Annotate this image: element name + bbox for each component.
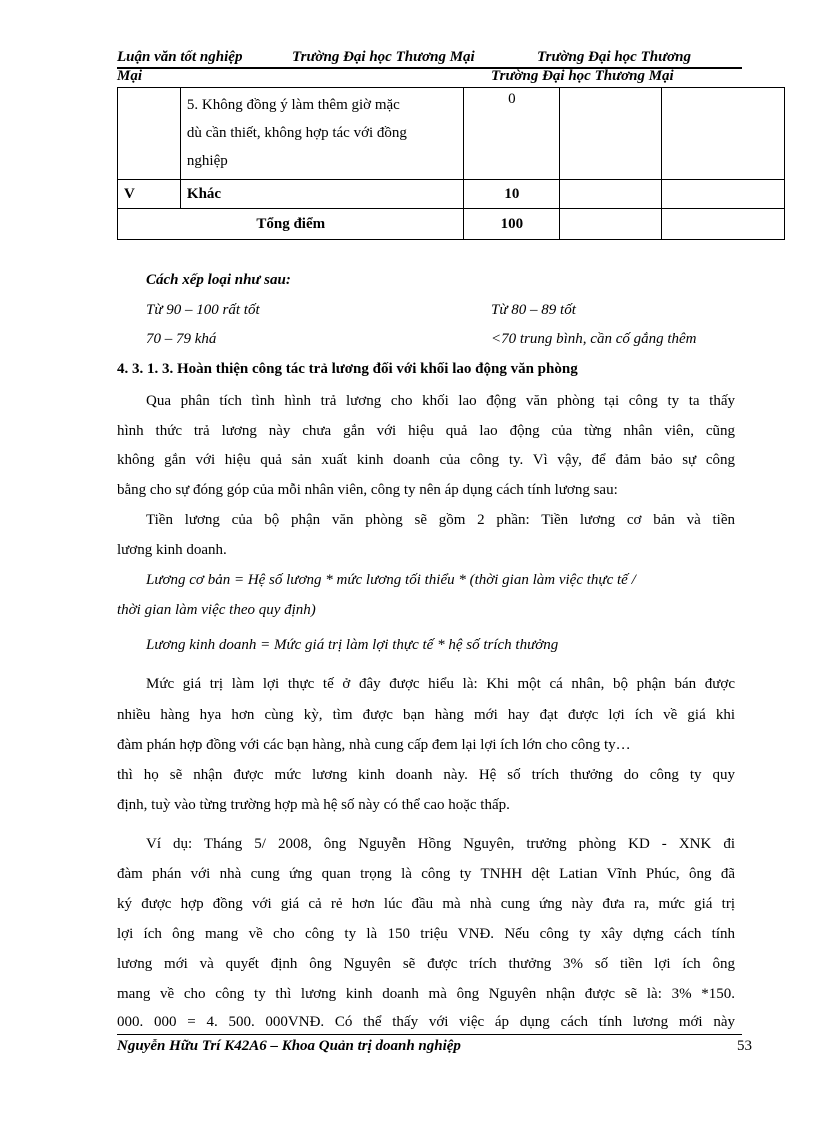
criterion-line: 5. Không đồng ý làm thêm giờ mặc <box>186 97 400 113</box>
table-cell-index: V <box>118 180 181 209</box>
section-heading: 4. 3. 1. 3. Hoàn thiện công tác trả lương đối với khối lao động văn phòng <box>117 361 578 377</box>
paragraph-line: Qua phân tích tình hình trả lương cho khối lao động văn phòng tại công ty ta thấy <box>146 393 735 409</box>
formula-base-salary-cont: thời gian làm việc theo quy định) <box>117 602 316 618</box>
rating-item: Từ 80 – 89 tốt <box>491 302 576 318</box>
paragraph-line: ký được hợp đồng với giá cả rẻ hơn lúc đầu mà nhà cung ứng này đưa ra, mức giá trị <box>117 896 735 912</box>
paragraph-line: đàm phán với nhà cung ứng quan trọng là công ty TNHH dệt Latian Vĩnh Phúc, ông đã <box>117 866 735 882</box>
table-cell-empty <box>560 180 662 209</box>
paragraph-line: lương kinh doanh. <box>117 542 227 558</box>
rating-item: Từ 90 – 100 rất tốt <box>146 302 260 318</box>
paragraph-line: không gắn với hiệu quả sản xuất kinh doanh của công ty. Vì vậy, để đảm bảo sự công <box>117 452 735 468</box>
table-cell-empty <box>662 88 785 180</box>
paragraph-line: 000. 000 = 4. 500. 000VNĐ. Có thể thấy với việc áp dụng cách tính lương mới này <box>117 1014 735 1030</box>
table-cell-empty <box>560 88 662 180</box>
paragraph-line: bằng cho sự đóng góp của mỗi nhân viên, công ty nên áp dụng cách tính lương sau: <box>117 482 618 498</box>
footer-rule <box>117 1034 742 1035</box>
header-school-label-2: Trường Đại học Thương <box>537 49 691 65</box>
table-row <box>118 88 785 180</box>
score-table <box>117 87 785 240</box>
paragraph-line: Tiền lương của bộ phận văn phòng sẽ gồm 2 phần: Tiền lương cơ bản và tiền <box>146 512 735 528</box>
header-line2 <box>117 68 742 85</box>
paragraph-line: lương mới và quyết định ông Nguyên sẽ được trích thưởng 3% số tiền lợi ích ông <box>117 956 735 972</box>
table-cell-score: 10 <box>464 180 560 209</box>
header-school-label: Trường Đại học Thương Mại <box>292 49 475 65</box>
table-row-total <box>118 209 785 240</box>
formula-business-salary: Lương kinh doanh = Mức giá trị làm lợi thực tế * hệ số trích thưởng <box>146 637 559 653</box>
header-thesis-label: Luận văn tốt nghiệp <box>117 49 243 65</box>
table-cell-empty <box>662 209 785 240</box>
criterion-line: nghiệp <box>186 153 228 169</box>
paragraph-line: Ví dụ: Tháng 5/ 2008, ông Nguyễn Hồng Nguyên, trưởng phòng KD - XNK đi <box>146 836 735 852</box>
paragraph-line: định, tuỳ vào từng trường hợp mà hệ số này có thể cao hoặc thấp. <box>117 797 510 813</box>
rating-title: Cách xếp loại như sau: <box>146 272 291 288</box>
paragraph-line: nhiều hàng hya hơn cùng kỳ, tìm được bạn hàng mới hay đạt được lợi ích về giá khi <box>117 707 735 723</box>
table-cell-criterion: Khác <box>180 180 464 209</box>
formula-base-salary: Lương cơ bản = Hệ số lương * mức lương tối thiểu * (thời gian làm việc thực tế / <box>146 572 636 588</box>
page-number: 53 <box>737 1038 752 1054</box>
criterion-line: dù cần thiết, không hợp tác với đồng <box>186 125 407 141</box>
header-wrap-text: Mại <box>117 68 143 84</box>
header-line1 <box>117 49 742 66</box>
table-total-label: Tổng điểm <box>118 209 464 240</box>
paragraph-line: đàm phán hợp đồng với các bạn hàng, nhà cung cấp đem lại lợi ích lớn cho công ty… <box>117 737 631 753</box>
footer-author: Nguyễn Hữu Trí K42A6 – Khoa Quản trị doanh nghiệp <box>117 1038 461 1054</box>
table-row <box>118 180 785 209</box>
table-cell-criterion <box>180 88 464 180</box>
rating-item: <70 trung bình, cần cố gắng thêm <box>491 331 697 347</box>
table-cell-index <box>118 88 181 180</box>
table-cell-empty <box>662 180 785 209</box>
table-cell-score: 0 <box>464 88 560 180</box>
paragraph-line: mang về cho công ty thì lương kinh doanh mà ông Nguyên nhận được sẽ là: 3% *150. <box>117 986 735 1002</box>
paragraph-line: thì họ sẽ nhận được mức lương kinh doanh này. Hệ số trích thưởng do công ty quy <box>117 767 735 783</box>
table-total-score: 100 <box>464 209 560 240</box>
paragraph-line: lợi ích ông mang về cho công ty là 150 triệu VNĐ. Nếu công ty xây dựng cách tính <box>117 926 735 942</box>
paragraph-line: Mức giá trị làm lợi thực tế ở đây được hiểu là: Khi một cá nhân, bộ phận bán được <box>146 676 735 692</box>
table-cell-empty <box>560 209 662 240</box>
paragraph-line: hình thức trả lương này chưa gắn với hiệu quả lao động của từng nhân viên, cũng <box>117 423 735 439</box>
header-school-label-3: Trường Đại học Thương Mại <box>491 68 674 84</box>
rating-item: 70 – 79 khá <box>146 331 217 347</box>
